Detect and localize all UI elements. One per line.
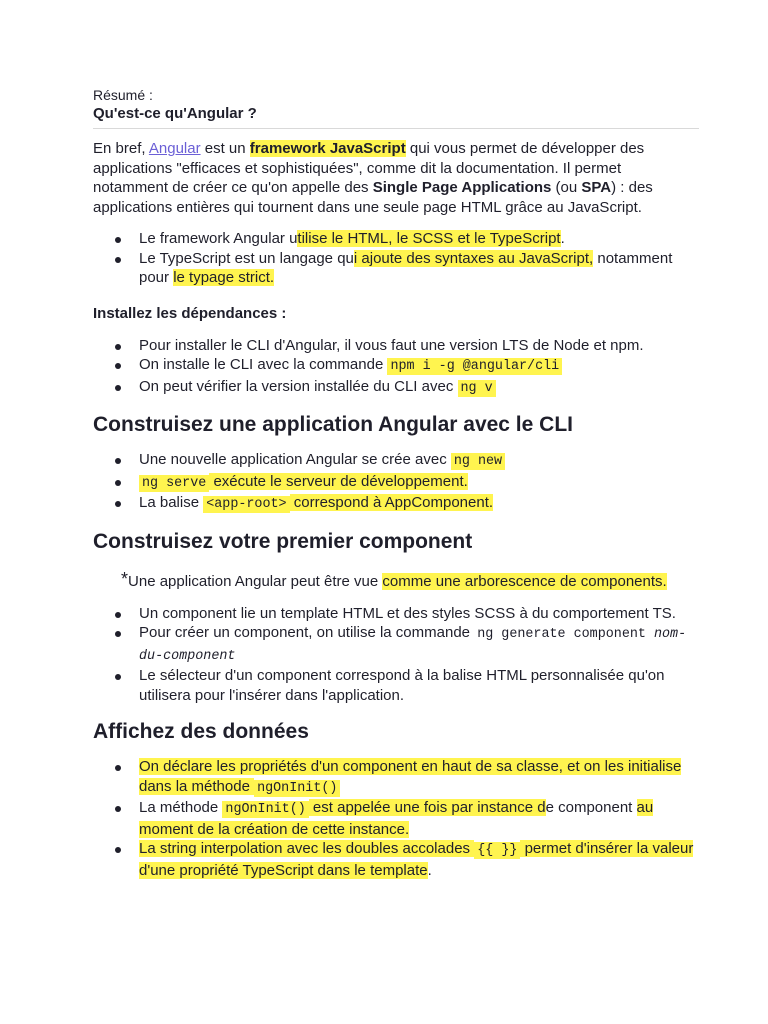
list-item: Pour créer un component, on utilise la commande ng generate component nom-du-component	[93, 623, 699, 666]
code-snippet: npm i -g @angular/cli	[387, 358, 562, 375]
deps-heading: Installez les dépendances :	[93, 304, 287, 322]
code-snippet: ng generate component nom-du-component	[139, 627, 687, 664]
list-item: Le sélecteur d'un component correspond à la balise HTML personnalisée qu'on utilisera pour l'insérer dans l'application.	[93, 666, 699, 705]
list-item: Une nouvelle application Angular se crée avec ng new	[93, 450, 699, 472]
section-title: Construisez une application Angular avec le CLI	[93, 413, 573, 436]
component-note: *Une application Angular peut être vue comme une arborescence de components.	[121, 568, 667, 590]
code-snippet: <app-root>	[203, 496, 289, 513]
list-item: La méthode ngOnInit() est appelée une fois par instance de component au moment de la création de cette instance.	[93, 798, 699, 839]
angular-link[interactable]: Angular	[148, 140, 201, 157]
list-item: Pour installer le CLI d'Angular, il vous faut une version LTS de Node et npm.	[93, 336, 699, 356]
intro-text: ) : des applications entières qui tournent dans une seule page HTML grâce au JavaScript.	[93, 179, 653, 216]
spa-term: Single Page Applications	[372, 179, 552, 196]
intro-text: est un	[200, 140, 250, 157]
code-snippet: ng serve	[139, 475, 209, 492]
list-item: On installe le CLI avec la commande npm i -g @angular/cli	[93, 355, 699, 377]
section-title: Affichez des données	[93, 720, 309, 743]
title-divider	[93, 128, 699, 129]
code-snippet: {{ }}	[474, 842, 520, 859]
cli-list	[93, 450, 699, 515]
framework-highlight: framework JavaScript	[249, 140, 406, 157]
intro-text: En bref,	[93, 140, 149, 157]
intro-text: (ou	[551, 179, 582, 196]
list-item: Un component lie un template HTML et des styles SCSS à du comportement TS.	[93, 604, 699, 624]
component-list	[93, 604, 699, 706]
code-snippet: ng new	[451, 453, 505, 470]
deps-list	[93, 336, 699, 399]
list-item: ng serve exécute le serveur de développement.	[93, 472, 699, 494]
page-title: Qu'est-ce qu'Angular ?	[93, 105, 257, 122]
list-item: Le TypeScript est un langage qui ajoute des syntaxes au JavaScript, notamment pour le typage strict.	[93, 249, 699, 288]
intro-list	[93, 229, 699, 288]
list-item: La balise <app-root> correspond à AppComponent.	[93, 493, 699, 515]
code-snippet: ngOnInit()	[254, 780, 340, 797]
spa-abbr: SPA	[581, 179, 612, 196]
code-snippet: ng v	[458, 380, 496, 397]
intro-paragraph	[93, 139, 699, 217]
list-item: La string interpolation avec les doubles accolades {{ }} permet d'insérer la valeur d'une propriété TypeScript dans le template.	[93, 839, 699, 880]
list-item: On déclare les propriétés d'un component en haut de sa classe, et on les initialise dans la méthode ngOnInit()	[93, 757, 699, 798]
resume-label: Résumé :	[93, 87, 153, 103]
intro-text: qui vous permet de développer des applications "efficaces et sophistiquées", comme dit la documentation. Il permet notamment de créer ce qu'on appelle des	[93, 140, 645, 196]
section-title: Construisez votre premier component	[93, 529, 473, 553]
document-content	[93, 86, 699, 880]
list-item: On peut vérifier la version installée du CLI avec ng v	[93, 377, 699, 399]
code-snippet: ngOnInit()	[222, 801, 308, 818]
list-item: Le framework Angular utilise le HTML, le SCSS et le TypeScript.	[93, 229, 699, 249]
display-list	[93, 757, 699, 880]
